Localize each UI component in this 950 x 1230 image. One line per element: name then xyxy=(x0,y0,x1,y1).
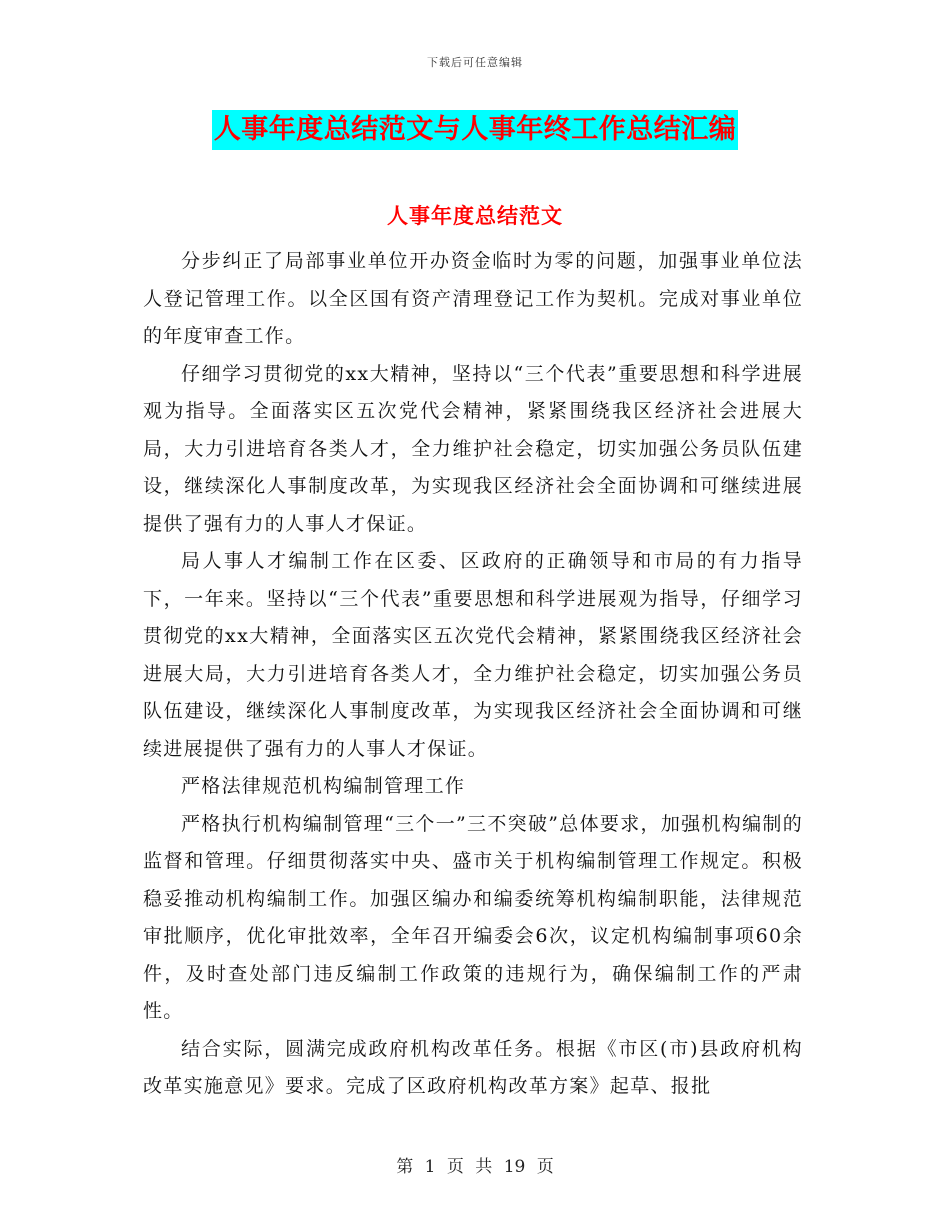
main-title: 人事年度总结范文与人事年终工作总结汇编 xyxy=(212,110,739,150)
document-body xyxy=(143,243,803,1106)
header-note: 下载后可任意编辑 xyxy=(427,56,523,69)
paragraph: 分步纠正了局部事业单位开办资金临时为零的问题，加强事业单位法人登记管理工作。以全区国有资产清理登记工作为契机。完成对事业单位的年度审查工作。 xyxy=(143,250,803,347)
paragraph: 结合实际，圆满完成政府机构改革任务。根据《市区(市)县政府机构改革实施意见》要求。完成了区政府机构改革方案》起草、报批 xyxy=(143,1037,803,1097)
paragraph-subheading: 严格法律规范机构编制管理工作 xyxy=(181,775,466,797)
paragraph: 局人事人才编制工作在区委、区政府的正确领导和市局的有力指导下，一年来。坚持以“三个代表”重要思想和科学进展观为指导，仔细学习贯彻党的xx大精神，全面落实区五次党代会精神，紧紧围绕我区经济社会进展大局，大力引进培育各类人才，全力维护社会稳定，切实加强公务员队伍建设，继续深化人事制度改革，为实现我区经济社会全面协调和可继续进展提供了强有力的人事人才保证。 xyxy=(143,550,803,760)
page-number-footer: 第 1 页 共 19 页 xyxy=(396,1157,554,1177)
section-title: 人事年度总结范文 xyxy=(387,203,563,228)
main-title-container xyxy=(0,110,950,150)
paragraph: 仔细学习贯彻党的xx大精神，坚持以“三个代表”重要思想和科学进展观为指导。全面落实区五次党代会精神，紧紧围绕我区经济社会进展大局，大力引进培育各类人才，全力维护社会稳定，切实加强公务员队伍建设，继续深化人事制度改革，为实现我区经济社会全面协调和可继续进展提供了强有力的人事人才保证。 xyxy=(143,362,803,535)
paragraph: 严格执行机构编制管理“三个一”三不突破”总体要求，加强机构编制的监督和管理。仔细贯彻落实中央、盛市关于机构编制管理工作规定。积极稳妥推动机构编制工作。加强区编办和编委统筹机构编制职能，法律规范审批顺序，优化审批效率，全年召开编委会6次，议定机构编制事项60余件，及时查处部门违反编制工作政策的违规行为，确保编制工作的严肃性。 xyxy=(143,812,803,1022)
